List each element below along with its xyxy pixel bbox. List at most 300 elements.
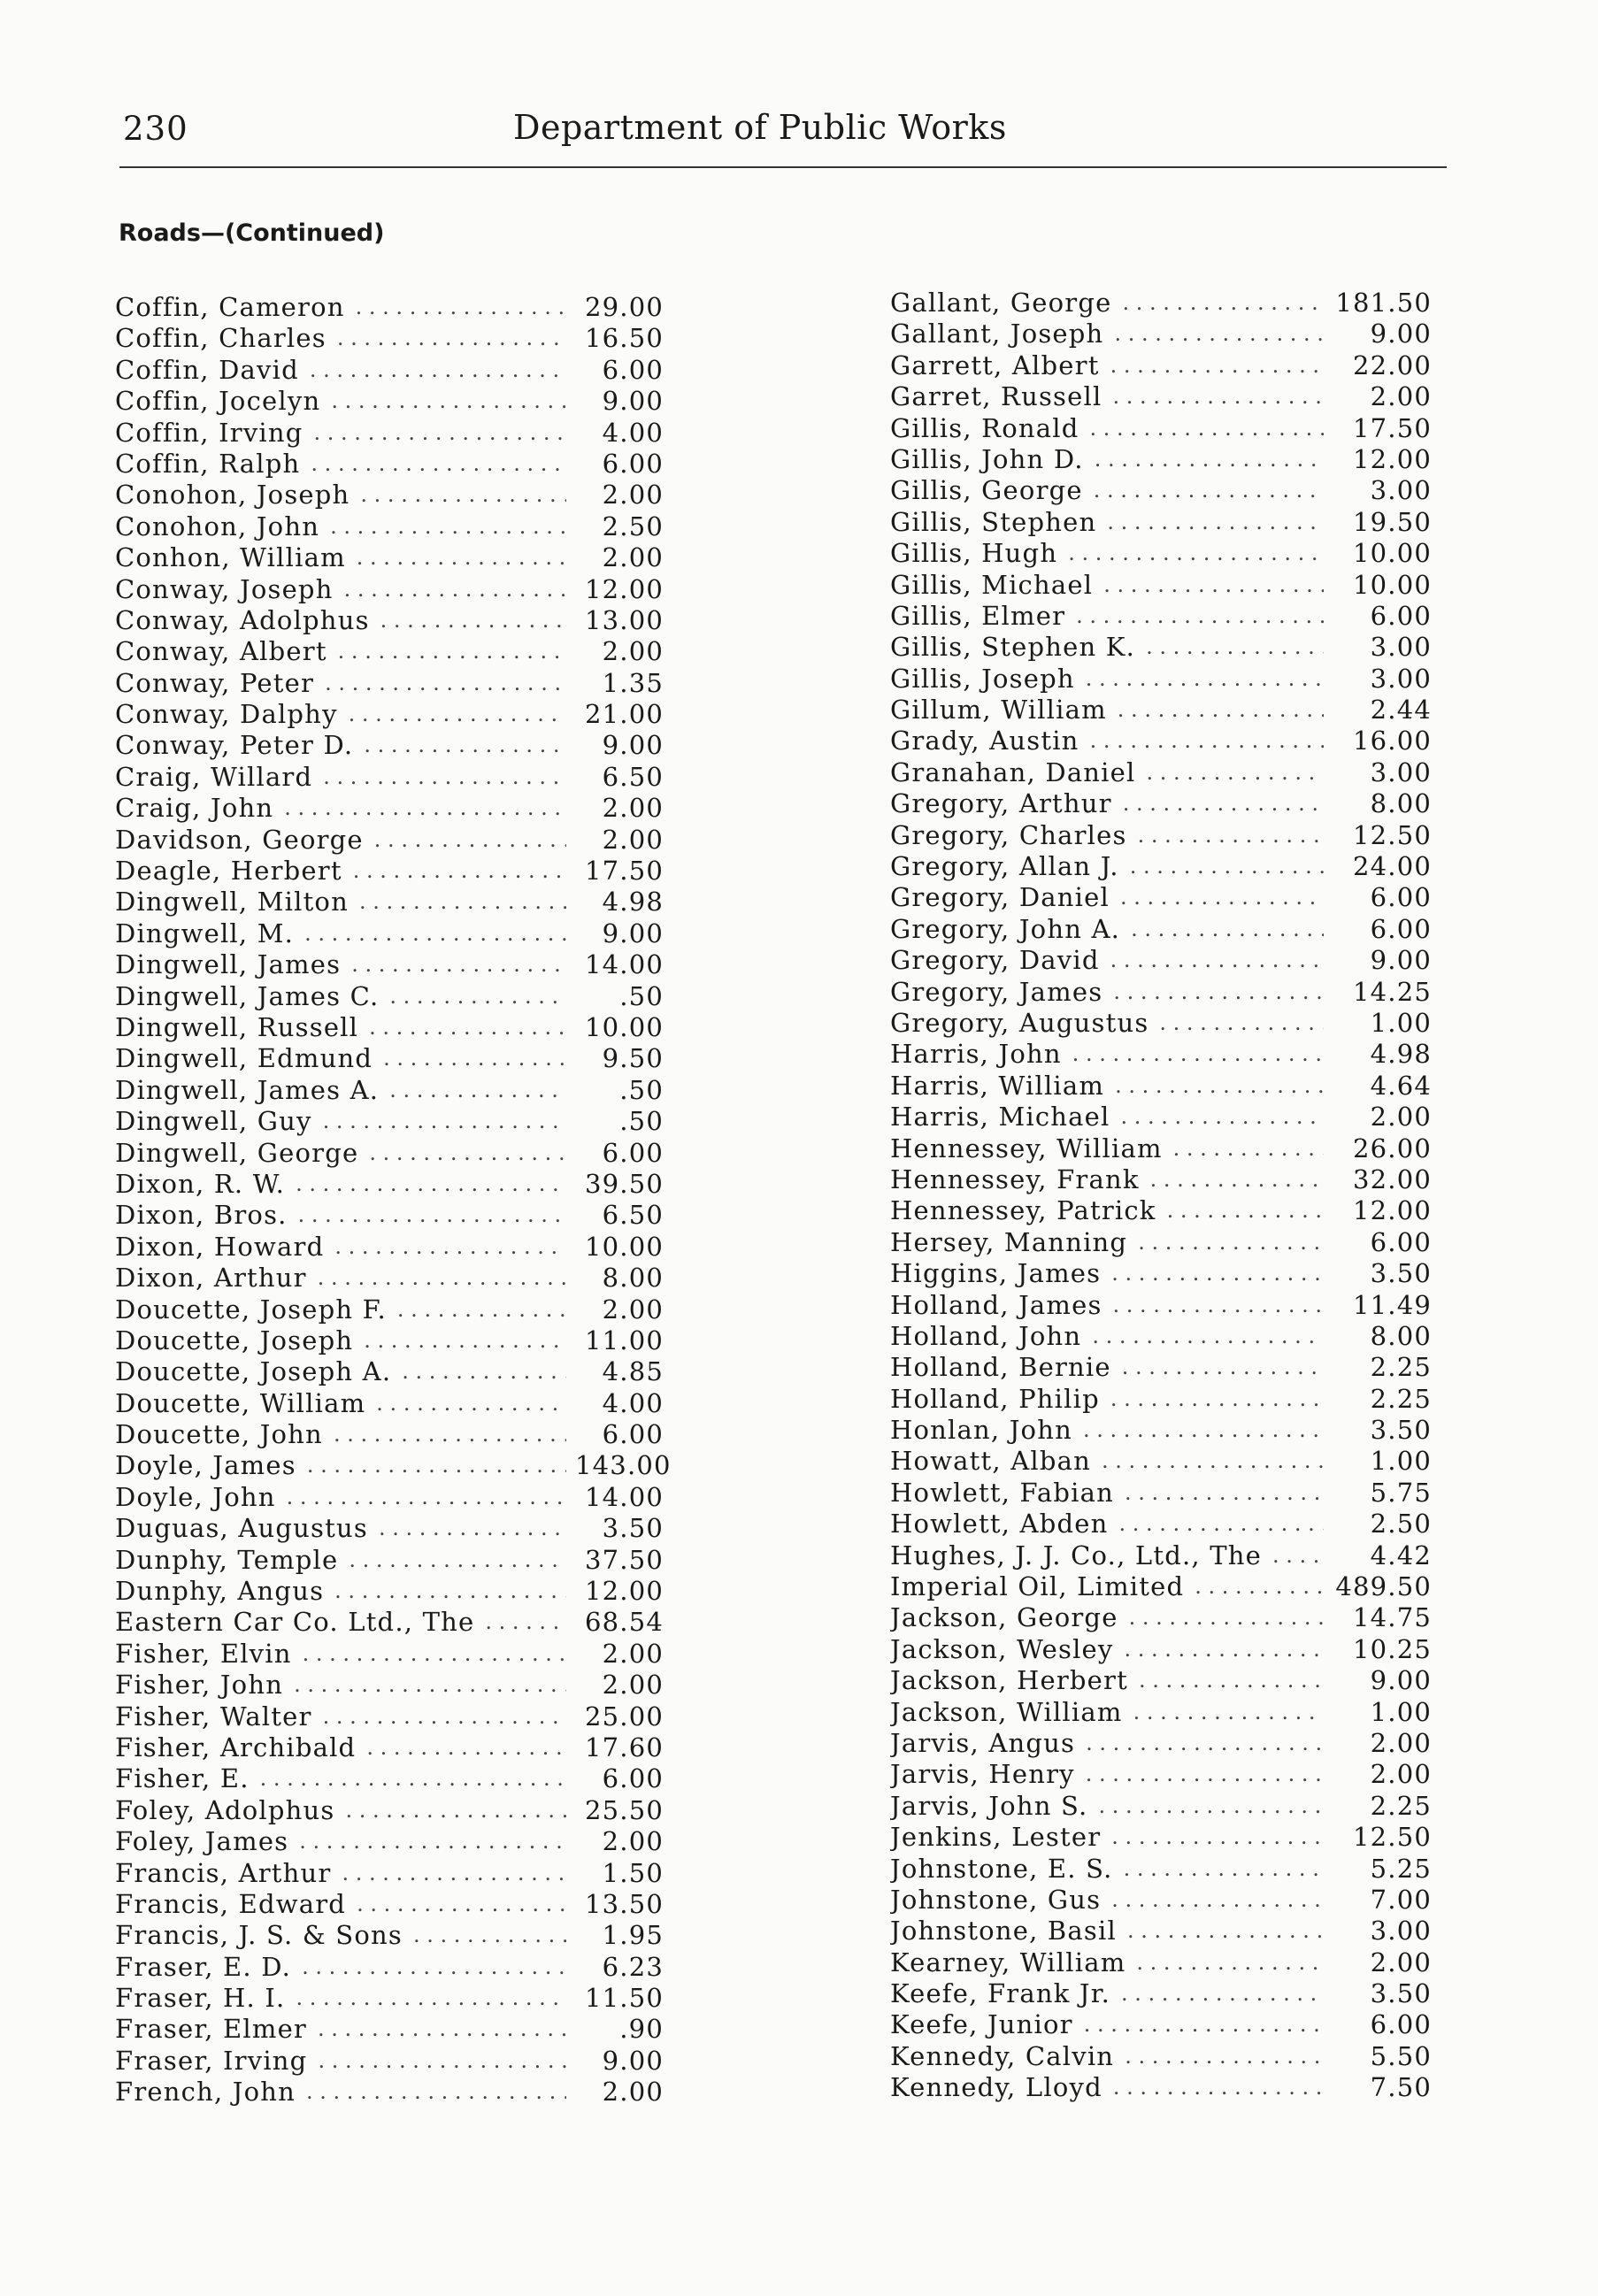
amount: 2.50 bbox=[602, 511, 664, 541]
payee-name: Honlan, John bbox=[890, 1415, 1072, 1446]
dot-leader bbox=[359, 887, 566, 918]
dot-leader bbox=[1113, 1290, 1324, 1321]
entry-body bbox=[115, 1858, 575, 1889]
list-item bbox=[890, 1352, 1471, 1383]
payee-name: Doucette, Joseph bbox=[115, 1325, 354, 1355]
amount: 3.00 bbox=[1370, 475, 1432, 506]
amount: 6.50 bbox=[602, 761, 664, 792]
payee-name: Fisher, Elvin bbox=[115, 1638, 292, 1669]
amount: 1.00 bbox=[1370, 1446, 1432, 1477]
list-item bbox=[115, 542, 690, 573]
dot-leader bbox=[1150, 1164, 1324, 1195]
entry-body bbox=[890, 1665, 1333, 1696]
list-item bbox=[890, 914, 1471, 945]
dot-leader bbox=[345, 1795, 566, 1826]
amount: 489.50 bbox=[1335, 1571, 1432, 1602]
entry-body bbox=[115, 2014, 575, 2045]
list-item bbox=[115, 793, 690, 824]
dot-leader bbox=[311, 449, 566, 480]
amount: 2.00 bbox=[602, 480, 664, 511]
entry-body bbox=[115, 1920, 575, 1951]
payee-name: Fisher, Archibald bbox=[115, 1732, 357, 1762]
entry-body bbox=[890, 1728, 1333, 1759]
entry-body bbox=[115, 1232, 575, 1263]
dot-leader bbox=[331, 386, 566, 417]
payee-name: Doucette, John bbox=[115, 1419, 323, 1450]
entry-body bbox=[115, 449, 575, 480]
amount: 3.50 bbox=[1370, 1415, 1432, 1446]
list-item bbox=[115, 1106, 690, 1137]
amount: 4.98 bbox=[602, 887, 664, 918]
dot-leader bbox=[337, 323, 566, 354]
entry-body bbox=[115, 1294, 575, 1325]
entry-body bbox=[115, 1701, 575, 1732]
amount: 1.00 bbox=[1370, 1007, 1432, 1038]
dot-leader bbox=[1146, 632, 1324, 663]
amount: 6.00 bbox=[1370, 1226, 1432, 1257]
payee-name: Gregory, David bbox=[890, 945, 1100, 976]
dot-leader bbox=[1136, 1947, 1324, 1978]
payee-name: Johnstone, E. S. bbox=[890, 1853, 1113, 1884]
payee-name: Gillis, Michael bbox=[890, 569, 1094, 600]
dot-leader bbox=[1083, 1415, 1324, 1446]
payee-name: Gillis, Hugh bbox=[890, 538, 1058, 569]
entry-body bbox=[115, 762, 575, 793]
dot-leader bbox=[485, 1607, 566, 1638]
list-item bbox=[890, 570, 1471, 601]
dot-leader bbox=[413, 1920, 566, 1951]
dot-leader bbox=[1118, 1509, 1324, 1540]
payee-name: Coffin, David bbox=[115, 354, 299, 385]
payee-name: Craig, John bbox=[115, 793, 274, 824]
dot-leader bbox=[397, 1294, 566, 1325]
amount: 181.50 bbox=[1335, 288, 1432, 318]
amount: 9.00 bbox=[602, 730, 664, 761]
dot-leader bbox=[344, 574, 566, 605]
entry-body bbox=[890, 2072, 1333, 2103]
list-item bbox=[890, 1321, 1471, 1352]
amount: 4.85 bbox=[602, 1356, 664, 1387]
amount: 1.95 bbox=[602, 1920, 664, 1951]
list-item bbox=[890, 413, 1471, 444]
payee-name: Holland, James bbox=[890, 1289, 1102, 1320]
list-item bbox=[890, 1039, 1471, 1070]
entry-body bbox=[890, 381, 1333, 412]
amount: 12.00 bbox=[1352, 1195, 1432, 1226]
amount: 7.00 bbox=[1370, 1884, 1432, 1915]
entry-body bbox=[890, 507, 1333, 538]
payee-name: Coffin, Ralph bbox=[115, 448, 301, 479]
amount: 13.50 bbox=[584, 1888, 664, 1919]
dot-leader bbox=[1076, 601, 1324, 632]
amount: 9.00 bbox=[1370, 1665, 1432, 1696]
list-item bbox=[890, 757, 1471, 788]
list-item bbox=[115, 2077, 690, 2108]
entry-body bbox=[890, 1854, 1333, 1885]
list-item bbox=[890, 1415, 1471, 1446]
amount: 4.00 bbox=[602, 417, 664, 448]
payee-name: Gregory, Charles bbox=[890, 819, 1127, 850]
dot-leader bbox=[389, 1075, 566, 1106]
amount: .50 bbox=[619, 980, 664, 1011]
payee-name: Hennessey, Frank bbox=[890, 1163, 1140, 1194]
payee-name: Gregory, Daniel bbox=[890, 882, 1110, 913]
payee-name: Conway, Dalphy bbox=[115, 699, 338, 730]
amount: 8.00 bbox=[1370, 788, 1432, 819]
payee-name: Foley, Adolphus bbox=[115, 1794, 335, 1825]
list-item bbox=[890, 1071, 1471, 1102]
payee-name: Jarvis, Angus bbox=[890, 1727, 1076, 1758]
amount: 3.00 bbox=[1370, 1916, 1432, 1947]
amount: 26.00 bbox=[1352, 1133, 1432, 1163]
dot-leader bbox=[318, 1263, 566, 1294]
entry-body bbox=[115, 386, 575, 417]
payee-name: Fisher, E. bbox=[115, 1763, 250, 1794]
dot-leader bbox=[369, 1138, 566, 1169]
payee-name: Doyle, James bbox=[115, 1450, 296, 1481]
payee-name: Holland, John bbox=[890, 1320, 1082, 1351]
dot-leader bbox=[356, 292, 566, 323]
dot-leader bbox=[1086, 1728, 1324, 1759]
dot-leader bbox=[357, 542, 566, 573]
payee-name: Dingwell, James bbox=[115, 949, 342, 980]
entry-body bbox=[890, 319, 1333, 349]
entry-body bbox=[115, 856, 575, 887]
entry-body bbox=[890, 1697, 1333, 1728]
list-item bbox=[115, 418, 690, 449]
entry-body bbox=[115, 574, 575, 605]
page-title: Department of Public Works bbox=[513, 108, 1007, 147]
payee-name: Dingwell, Milton bbox=[115, 887, 349, 918]
dot-leader bbox=[334, 1419, 566, 1450]
amount: 4.42 bbox=[1370, 1540, 1432, 1570]
amount: 4.64 bbox=[1370, 1070, 1432, 1101]
payee-name: Jackson, George bbox=[890, 1602, 1118, 1633]
list-item bbox=[890, 350, 1471, 381]
dot-leader bbox=[1139, 1665, 1324, 1696]
payee-name: Fisher, Walter bbox=[115, 1701, 312, 1732]
dot-leader bbox=[1098, 1791, 1324, 1822]
payee-name: Gillis, Joseph bbox=[890, 663, 1075, 694]
list-item bbox=[115, 1075, 690, 1106]
entry-body bbox=[890, 977, 1333, 1008]
entry-body bbox=[115, 981, 575, 1012]
entry-body bbox=[890, 444, 1333, 475]
amount: 6.00 bbox=[602, 448, 664, 479]
entry-body bbox=[890, 2009, 1333, 2040]
dot-leader bbox=[299, 1826, 566, 1857]
list-item bbox=[115, 1200, 690, 1231]
list-item bbox=[115, 1952, 690, 1983]
dot-leader bbox=[1084, 2009, 1324, 2040]
amount: .90 bbox=[619, 2014, 664, 2045]
payee-name: Gillum, William bbox=[890, 695, 1107, 726]
list-item bbox=[115, 1889, 690, 1920]
payee-name: Holland, Bernie bbox=[890, 1352, 1111, 1383]
list-item bbox=[115, 386, 690, 417]
amount: 25.00 bbox=[584, 1701, 664, 1732]
payee-name: Francis, J. S. & Sons bbox=[115, 1920, 403, 1951]
dot-leader bbox=[1121, 1978, 1324, 2009]
entry-body bbox=[890, 1446, 1333, 1477]
list-item bbox=[115, 1482, 690, 1513]
amount: 5.50 bbox=[1370, 2040, 1432, 2071]
dot-leader bbox=[1113, 977, 1324, 1008]
payee-name: Hennessey, Patrick bbox=[890, 1195, 1156, 1226]
entry-body bbox=[115, 730, 575, 761]
amount: 3.00 bbox=[1370, 756, 1432, 787]
list-item bbox=[890, 1195, 1471, 1226]
entry-body bbox=[115, 605, 575, 636]
list-item bbox=[890, 381, 1471, 412]
entry-body bbox=[115, 1325, 575, 1356]
amount: 2.00 bbox=[602, 793, 664, 824]
amount: 3.50 bbox=[1370, 1258, 1432, 1289]
dot-leader bbox=[342, 1858, 566, 1889]
amount: 16.00 bbox=[1352, 726, 1432, 756]
entry-body bbox=[890, 1885, 1333, 1916]
list-item bbox=[890, 2009, 1471, 2040]
dot-leader bbox=[349, 699, 566, 730]
amount: 39.50 bbox=[584, 1168, 664, 1199]
dot-leader bbox=[304, 918, 566, 949]
amount: 10.25 bbox=[1352, 1633, 1432, 1664]
entry-body bbox=[890, 632, 1333, 663]
dot-leader bbox=[303, 1639, 566, 1670]
list-item bbox=[115, 1325, 690, 1356]
list-item bbox=[890, 444, 1471, 475]
payee-name: Gillis, Elmer bbox=[890, 600, 1066, 631]
list-item bbox=[890, 1791, 1471, 1822]
amount: 6.23 bbox=[602, 1951, 664, 1982]
amount: 25.50 bbox=[584, 1794, 664, 1825]
amount: 9.00 bbox=[602, 2045, 664, 2076]
amount: 12.50 bbox=[1352, 1822, 1432, 1853]
amount: 7.50 bbox=[1370, 2072, 1432, 2103]
payee-name: Jackson, Wesley bbox=[890, 1633, 1114, 1664]
amount: 14.75 bbox=[1352, 1602, 1432, 1633]
list-item bbox=[115, 2046, 690, 2077]
amount: 3.00 bbox=[1370, 632, 1432, 663]
list-item bbox=[115, 323, 690, 354]
dot-leader bbox=[1167, 1195, 1324, 1226]
amount: 17.50 bbox=[584, 856, 664, 887]
list-item bbox=[115, 1450, 690, 1481]
list-item bbox=[890, 945, 1471, 976]
entry-body bbox=[115, 825, 575, 856]
payee-name: Conway, Peter D. bbox=[115, 730, 354, 761]
list-item bbox=[890, 1258, 1471, 1289]
payee-name: Gillis, Stephen bbox=[890, 506, 1097, 537]
amount: 37.50 bbox=[584, 1544, 664, 1575]
entry-body bbox=[890, 601, 1333, 632]
amount: 6.00 bbox=[1370, 882, 1432, 913]
amount: 3.00 bbox=[1370, 663, 1432, 694]
amount: 6.00 bbox=[602, 1763, 664, 1794]
entry-body bbox=[890, 1602, 1333, 1633]
entry-body bbox=[890, 1008, 1333, 1039]
entry-body bbox=[890, 1978, 1333, 2009]
payee-name: Doucette, William bbox=[115, 1387, 366, 1418]
entry-body bbox=[115, 1670, 575, 1701]
payee-name: Fraser, H. I. bbox=[115, 1983, 286, 2014]
payee-name: Coffin, Charles bbox=[115, 323, 327, 354]
payee-name: Dixon, Howard bbox=[115, 1231, 325, 1262]
amount: 10.00 bbox=[584, 1011, 664, 1042]
dot-leader bbox=[302, 1952, 566, 1983]
payee-name: French, John bbox=[115, 2077, 296, 2108]
dot-leader bbox=[323, 762, 566, 793]
payee-name: Gillis, Stephen K. bbox=[890, 632, 1136, 663]
amount: 2.00 bbox=[1370, 1102, 1432, 1133]
amount: 2.00 bbox=[602, 1294, 664, 1325]
payee-name: Coffin, Cameron bbox=[115, 292, 345, 322]
entry-body bbox=[890, 413, 1333, 444]
list-item bbox=[115, 981, 690, 1012]
dot-leader bbox=[334, 1232, 566, 1263]
amount: 1.35 bbox=[602, 667, 664, 698]
list-item bbox=[115, 1795, 690, 1826]
payee-name: Conway, Peter bbox=[115, 667, 315, 698]
dot-leader bbox=[1159, 1008, 1324, 1039]
amount: 9.50 bbox=[602, 1043, 664, 1074]
dot-leader bbox=[1110, 1384, 1324, 1415]
payee-name: Garrett, Albert bbox=[890, 349, 1100, 380]
dot-leader bbox=[318, 2014, 566, 2045]
payee-name: Higgins, James bbox=[890, 1258, 1102, 1289]
entry-body bbox=[890, 1759, 1333, 1790]
payee-name: Kennedy, Calvin bbox=[890, 2040, 1115, 2071]
amount: 12.00 bbox=[584, 573, 664, 604]
amount: 2.00 bbox=[1370, 1947, 1432, 1977]
list-item bbox=[115, 355, 690, 386]
payee-name: Keefe, Junior bbox=[890, 2009, 1073, 2040]
payee-name: Conohon, John bbox=[115, 511, 320, 541]
entry-body bbox=[115, 511, 575, 542]
payee-name: Gillis, Ronald bbox=[890, 412, 1079, 443]
payee-name: Conway, Adolphus bbox=[115, 604, 370, 635]
dot-leader bbox=[1127, 1916, 1324, 1947]
amount: 6.00 bbox=[1370, 913, 1432, 944]
payee-name: Gregory, John A. bbox=[890, 913, 1121, 944]
entry-body bbox=[890, 1133, 1333, 1164]
dot-leader bbox=[334, 1576, 566, 1607]
dot-leader bbox=[1092, 1321, 1324, 1352]
entry-body bbox=[890, 914, 1333, 945]
amount: 2.00 bbox=[1370, 1727, 1432, 1758]
amount: 19.50 bbox=[1352, 506, 1432, 537]
amount: 3.50 bbox=[602, 1513, 664, 1544]
payee-name: Gregory, James bbox=[890, 976, 1103, 1007]
entry-body bbox=[115, 1639, 575, 1670]
payee-name: Fraser, Elmer bbox=[115, 2014, 307, 2045]
dot-leader bbox=[1113, 2072, 1324, 2103]
payee-name: Dingwell, James C. bbox=[115, 980, 380, 1011]
list-item bbox=[115, 574, 690, 605]
amount: 6.00 bbox=[1370, 600, 1432, 631]
entry-body bbox=[115, 1952, 575, 1983]
dot-leader bbox=[1131, 914, 1324, 945]
list-item bbox=[115, 1356, 690, 1387]
list-item bbox=[115, 480, 690, 511]
entry-body bbox=[890, 1916, 1333, 1947]
dot-leader bbox=[402, 1356, 566, 1387]
list-item bbox=[115, 1983, 690, 2014]
dot-leader bbox=[1130, 851, 1324, 882]
amount: 2.00 bbox=[602, 1670, 664, 1701]
dot-leader bbox=[1122, 288, 1324, 319]
dot-leader bbox=[1147, 757, 1325, 788]
dot-leader bbox=[338, 636, 566, 667]
entry-body bbox=[115, 1482, 575, 1513]
amount: 2.25 bbox=[1370, 1383, 1432, 1414]
dot-leader bbox=[330, 511, 566, 542]
list-item bbox=[890, 1133, 1471, 1164]
dot-leader bbox=[307, 1450, 566, 1481]
entry-body bbox=[890, 475, 1333, 506]
list-item bbox=[890, 1290, 1471, 1321]
list-item bbox=[115, 699, 690, 730]
list-item bbox=[115, 762, 690, 793]
payee-name: Dixon, Arthur bbox=[115, 1263, 307, 1294]
dot-leader bbox=[1129, 1602, 1324, 1633]
list-item bbox=[890, 288, 1471, 319]
list-item bbox=[115, 1920, 690, 1951]
entry-body bbox=[115, 1012, 575, 1043]
dot-leader bbox=[294, 1670, 566, 1701]
list-item bbox=[115, 1169, 690, 1200]
dot-leader bbox=[369, 1012, 566, 1043]
list-item bbox=[890, 664, 1471, 695]
list-item bbox=[890, 788, 1471, 819]
dot-leader bbox=[1125, 1634, 1325, 1665]
entry-body bbox=[115, 292, 575, 323]
entry-body bbox=[115, 2077, 575, 2108]
dot-leader bbox=[364, 730, 566, 761]
entry-body bbox=[890, 1227, 1333, 1258]
entry-body bbox=[115, 1450, 575, 1481]
payee-name: Dingwell, Russell bbox=[115, 1011, 359, 1042]
dot-leader bbox=[1072, 1039, 1324, 1070]
list-item bbox=[890, 1978, 1471, 2009]
entry-body bbox=[115, 1138, 575, 1169]
amount: 24.00 bbox=[1352, 851, 1432, 882]
dot-leader bbox=[1095, 444, 1324, 475]
amount: 9.00 bbox=[602, 386, 664, 417]
amount: 2.25 bbox=[1370, 1352, 1432, 1383]
dot-leader bbox=[1111, 1822, 1324, 1853]
amount: .50 bbox=[619, 1074, 664, 1105]
entry-body bbox=[890, 695, 1333, 726]
payee-name: Harris, William bbox=[890, 1070, 1105, 1101]
entry-body bbox=[115, 1263, 575, 1294]
payee-name: Gillis, John D. bbox=[890, 443, 1084, 474]
entry-body bbox=[115, 699, 575, 730]
entry-body bbox=[115, 1732, 575, 1763]
list-item bbox=[115, 1732, 690, 1763]
entry-body bbox=[115, 1763, 575, 1794]
entry-body bbox=[115, 355, 575, 386]
amount: 8.00 bbox=[602, 1263, 664, 1294]
list-item bbox=[890, 1102, 1471, 1133]
entry-body bbox=[115, 1983, 575, 2014]
list-item bbox=[890, 1885, 1471, 1916]
list-item bbox=[115, 1419, 690, 1450]
amount: 1.00 bbox=[1370, 1696, 1432, 1727]
payee-name: Dingwell, George bbox=[115, 1137, 359, 1168]
list-item bbox=[115, 2014, 690, 2045]
payee-name: Imperial Oil, Limited bbox=[890, 1571, 1185, 1602]
